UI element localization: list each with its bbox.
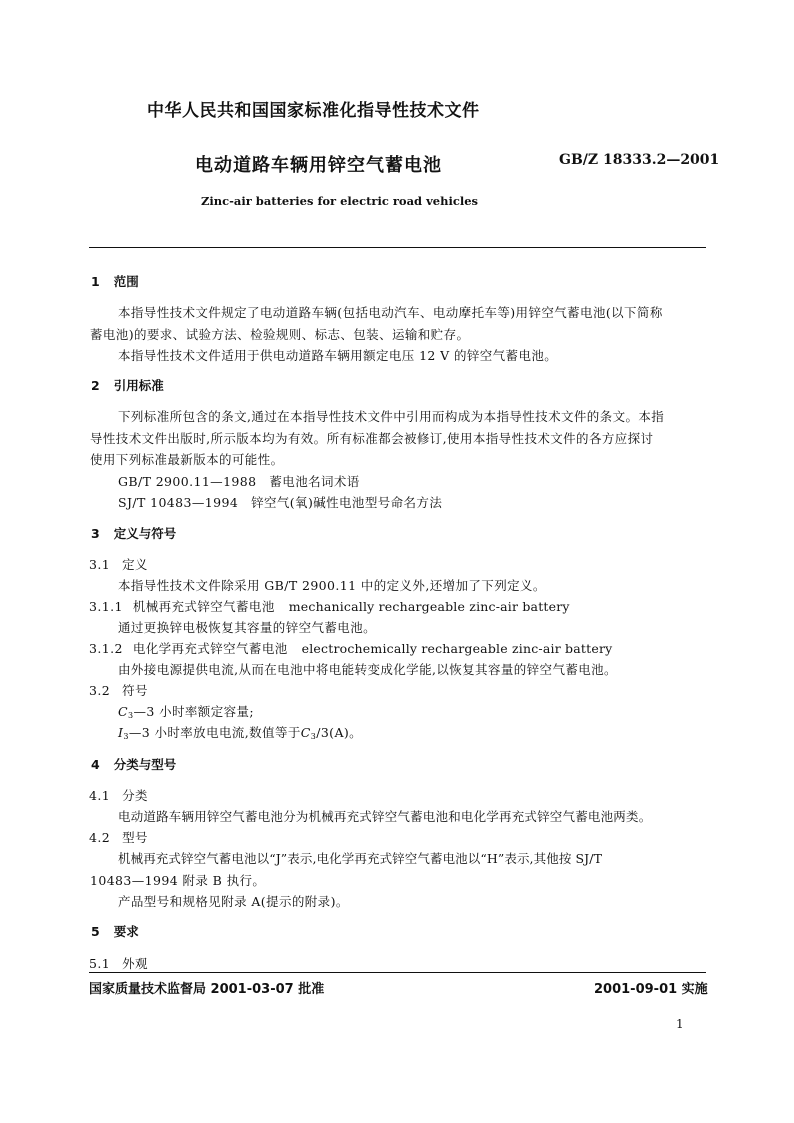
- subsection-3-1-2-heading: [89, 639, 612, 657]
- symbol-description: —3 小时率放电电流,数值等于: [128, 725, 301, 740]
- s2-paragraph-1b: 导性技术文件出版时,所示版本均为有效。所有标准都会被修订,使用本指导性技术文件的各方应探讨: [90, 431, 654, 446]
- subsection-title: 符号: [122, 683, 148, 698]
- s1-paragraph-1b: 蓄电池)的要求、试验方法、检验规则、标志、包装、运输和贮存。: [90, 327, 470, 342]
- s4-2-paragraph-a: 机械再充式锌空气蓄电池以“J”表示,电化学再充式锌空气蓄电池以“H”表示,其他按 SJ/T: [118, 851, 603, 866]
- symbol-letter: C: [300, 725, 311, 740]
- section-number: 1: [91, 274, 100, 289]
- document-title-en: Zinc-air batteries for electric road vehicles: [201, 194, 478, 208]
- section-number: 3: [91, 526, 100, 541]
- subsection-5-1-heading: [89, 954, 148, 972]
- reference-2: SJ/T 10483—1994 锌空气(氧)碱性电池型号命名方法: [118, 495, 443, 510]
- s3-1-2-definition: 由外接电源提供电流,从而在电池中将电能转变成化学能,以恢复其容量的锌空气蓄电池。: [118, 662, 617, 677]
- subsection-number: 4.1: [89, 788, 111, 803]
- page-number: 1: [676, 1017, 684, 1031]
- subsection-number: 3.1: [89, 557, 111, 572]
- subsection-3-2-heading: [89, 681, 148, 699]
- s1-paragraph-2: 本指导性技术文件适用于供电动道路车辆用额定电压 12 V 的锌空气蓄电池。: [118, 348, 558, 363]
- section-5-heading: [91, 922, 139, 940]
- term-cn: 机械再充式锌空气蓄电池: [132, 599, 275, 614]
- section-title: 定义与符号: [113, 526, 177, 541]
- section-number: 5: [91, 924, 100, 939]
- footer-divider: [89, 972, 706, 973]
- symbol-subscript: 3: [310, 732, 317, 741]
- subsection-number: 4.2: [89, 830, 111, 845]
- subsection-title: 外观: [122, 956, 148, 971]
- section-number: 2: [91, 378, 100, 393]
- section-4-heading: [91, 755, 176, 773]
- s3-1-1-definition: 通过更换锌电极恢复其容量的锌空气蓄电池。: [118, 620, 377, 635]
- symbol-description: /3(A)。: [316, 725, 363, 740]
- s4-1-paragraph: 电动道路车辆用锌空气蓄电池分为机械再充式锌空气蓄电池和电化学再充式锌空气蓄电池两类。: [118, 809, 652, 824]
- subsection-3-1-heading: [89, 555, 148, 573]
- s4-2-paragraph-c: 产品型号和规格见附录 A(提示的附录)。: [118, 894, 349, 909]
- symbol-letter: I: [118, 725, 124, 740]
- approval-line: 国家质量技术监督局 2001-03-07 批准: [89, 982, 325, 997]
- section-title: 范围: [113, 274, 139, 289]
- header-divider: [89, 247, 706, 248]
- subsection-4-2-heading: [89, 828, 148, 846]
- section-2-heading: [91, 376, 164, 394]
- s2-paragraph-1a: 下列标准所包含的条文,通过在本指导性技术文件中引用而构成为本指导性技术文件的条文。本指: [118, 409, 665, 424]
- s3-1-paragraph: 本指导性技术文件除采用 GB/T 2900.11 中的定义外,还增加了下列定义。: [118, 578, 546, 593]
- subsection-number: 5.1: [89, 956, 111, 971]
- document-title-cn: 电动道路车辆用锌空气蓄电池: [195, 155, 442, 176]
- section-3-heading: [91, 524, 176, 542]
- subsection-number: 3.2: [89, 683, 111, 698]
- implementation-date: 2001-09-01 实施: [594, 982, 708, 997]
- subsection-title: 型号: [122, 830, 148, 845]
- term-en: electrochemically rechargeable zinc-air battery: [301, 641, 613, 656]
- subsection-title: 定义: [122, 557, 148, 572]
- series-title: 中华人民共和国国家标准化指导性技术文件: [147, 101, 480, 121]
- symbol-c3: [118, 702, 254, 720]
- symbol-subscript: 3: [127, 711, 134, 720]
- section-title: 分类与型号: [113, 757, 177, 772]
- s1-paragraph-1a: 本指导性技术文件规定了电动道路车辆(包括电动汽车、电动摩托车等)用锌空气蓄电池(以下简称: [118, 305, 663, 320]
- term-en: mechanically rechargeable zinc-air battery: [288, 599, 570, 614]
- term-cn: 电化学再充式锌空气蓄电池: [132, 641, 288, 656]
- section-1-heading: [91, 272, 139, 290]
- standard-code: GB/Z 18333.2—2001: [559, 152, 720, 168]
- subsection-title: 分类: [122, 788, 148, 803]
- s2-paragraph-1c: 使用下列标准最新版本的可能性。: [90, 452, 284, 467]
- subsection-3-1-1-heading: [89, 597, 570, 615]
- symbol-letter: C: [118, 704, 128, 719]
- section-title: 引用标准: [113, 378, 164, 393]
- symbol-description: —3 小时率额定容量;: [133, 704, 255, 719]
- section-title: 要求: [113, 924, 139, 939]
- symbol-i3: [118, 723, 362, 741]
- subsection-4-1-heading: [89, 786, 148, 804]
- section-number: 4: [91, 757, 100, 772]
- reference-1: GB/T 2900.11—1988 蓄电池名词术语: [118, 474, 360, 489]
- symbol-subscript: 3: [123, 732, 129, 741]
- s4-2-paragraph-b: 10483—1994 附录 B 执行。: [90, 873, 266, 888]
- subsection-number: 3.1.2: [89, 641, 123, 656]
- subsection-number: 3.1.1: [89, 599, 123, 614]
